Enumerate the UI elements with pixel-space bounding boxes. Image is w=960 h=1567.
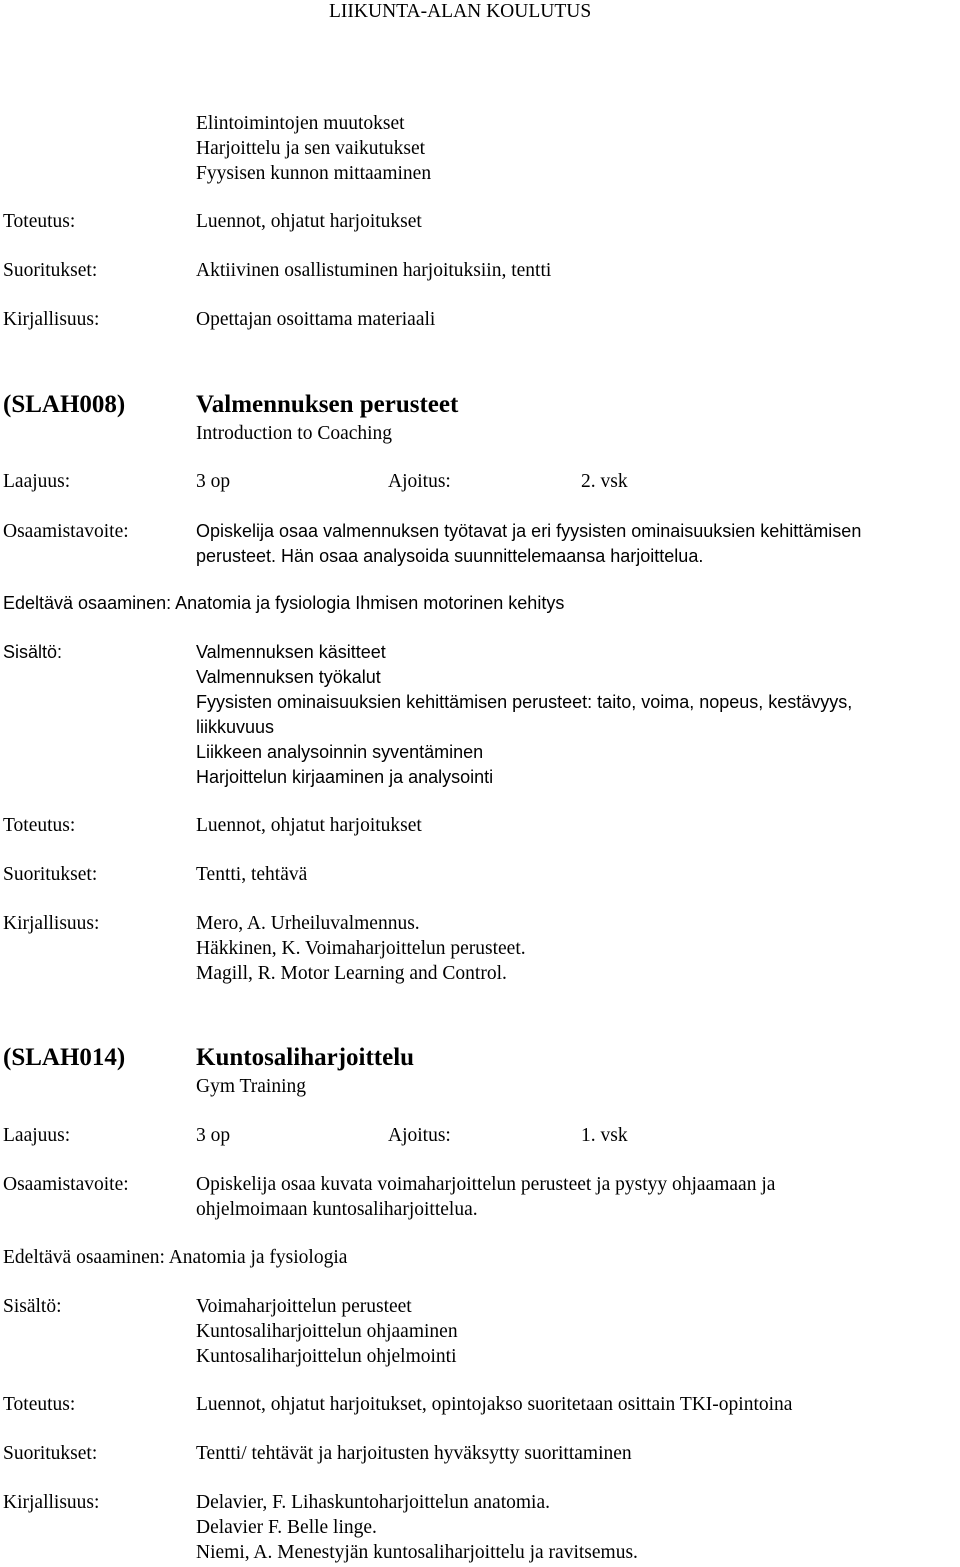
course-title: Valmennuksen perusteet — [196, 391, 459, 418]
text-line: ohjelmoimaan kuntosaliharjoittelua. — [196, 1199, 478, 1220]
prev-content-list — [196, 111, 431, 186]
suoritukset-value: Aktiivinen osallistuminen harjoituksiin, tentti — [196, 260, 552, 281]
kirjallisuus-value: Opettajan osoittama materiaali — [196, 309, 436, 330]
osaamistavoite-label: Osaamistavoite: — [3, 1174, 129, 1195]
laajuus-value: 3 op — [196, 471, 231, 492]
laajuus-value: 3 op — [196, 1125, 231, 1146]
course-code: (SLAH014) — [3, 1044, 126, 1071]
page-header: LIIKUNTA-ALAN KOULUTUS — [329, 1, 592, 22]
kirjallisuus-label: Kirjallisuus: — [3, 913, 100, 934]
list-item: Magill, R. Motor Learning and Control. — [196, 963, 507, 984]
sisalto-list — [196, 1294, 458, 1369]
toteutus-label: Toteutus: — [3, 211, 76, 232]
osaamistavoite-label: Osaamistavoite: — [3, 521, 129, 542]
edeltava-label: Edeltävä osaaminen: — [3, 1247, 165, 1268]
list-item: Kuntosaliharjoittelun ohjaaminen — [196, 1321, 458, 1342]
osaamistavoite-text — [196, 519, 861, 569]
edeltava-value: Anatomia ja fysiologia — [168, 1247, 348, 1268]
suoritukset-label: Suoritukset: — [3, 260, 98, 281]
course-title: Kuntosaliharjoittelu — [196, 1044, 415, 1071]
list-item: Valmennuksen käsitteet — [196, 642, 386, 662]
list-item: Elintoimintojen muutokset — [196, 113, 405, 134]
suoritukset-value: Tentti, tehtävä — [196, 864, 308, 885]
edeltava-value: Anatomia ja fysiologia Ihmisen motorinen kehitys — [175, 593, 565, 613]
sisalto-label: Sisältö: — [3, 642, 63, 662]
laajuus-label: Laajuus: — [3, 1125, 71, 1146]
osaamistavoite-text — [196, 1172, 775, 1222]
toteutus-value: Luennot, ohjatut harjoitukset — [196, 211, 422, 232]
list-item: Voimaharjoittelun perusteet — [196, 1296, 412, 1317]
suoritukset-label: Suoritukset: — [3, 864, 98, 885]
ajoitus-label: Ajoitus: — [388, 471, 451, 492]
text-line: Opiskelija osaa kuvata voimaharjoittelun perusteet ja pystyy ohjaamaan ja — [196, 1174, 776, 1195]
suoritukset-value: Tentti/ tehtävät ja harjoitusten hyväksytty suorittaminen — [196, 1443, 632, 1464]
list-item: Delavier F. Belle linge. — [196, 1517, 377, 1538]
sisalto-list — [196, 640, 852, 790]
toteutus-value: Luennot, ohjatut harjoitukset — [196, 815, 422, 836]
list-item: Harjoittelun kirjaaminen ja analysointi — [196, 767, 494, 787]
list-item: Harjoittelu ja sen vaikutukset — [196, 138, 426, 159]
course-title-en: Introduction to Coaching — [196, 423, 393, 444]
list-item: Fyysisen kunnon mittaaminen — [196, 163, 432, 184]
laajuus-label: Laajuus: — [3, 471, 71, 492]
edeltava-osaaminen — [3, 1245, 347, 1270]
kirjallisuus-list — [196, 911, 526, 986]
ajoitus-value: 2. vsk — [581, 471, 628, 492]
kirjallisuus-label: Kirjallisuus: — [3, 309, 100, 330]
course-code: (SLAH008) — [3, 391, 126, 418]
edeltava-label: Edeltävä osaaminen: — [3, 593, 172, 613]
text-line: perusteet. Hän osaa analysoida suunnittelemaansa harjoittelua. — [196, 546, 704, 566]
list-item: Fyysisten ominaisuuksien kehittämisen perusteet: taito, voima, nopeus, kestävyys, — [196, 692, 853, 712]
kirjallisuus-label: Kirjallisuus: — [3, 1492, 100, 1513]
list-item: liikkuvuus — [196, 717, 275, 737]
list-item: Liikkeen analysoinnin syventäminen — [196, 742, 484, 762]
edeltava-osaaminen — [3, 591, 564, 616]
list-item: Valmennuksen työkalut — [196, 667, 381, 687]
list-item: Mero, A. Urheiluvalmennus. — [196, 913, 420, 934]
toteutus-label: Toteutus: — [3, 815, 76, 836]
list-item: Häkkinen, K. Voimaharjoittelun perusteet. — [196, 938, 526, 959]
kirjallisuus-list — [196, 1490, 638, 1565]
list-item: Niemi, A. Menestyjän kuntosaliharjoittelu ja ravitsemus. — [196, 1542, 638, 1563]
ajoitus-label: Ajoitus: — [388, 1125, 451, 1146]
list-item: Delavier, F. Lihaskuntoharjoittelun anatomia. — [196, 1492, 550, 1513]
list-item: Kuntosaliharjoittelun ohjelmointi — [196, 1346, 457, 1367]
course-title-en: Gym Training — [196, 1076, 306, 1097]
ajoitus-value: 1. vsk — [581, 1125, 628, 1146]
toteutus-value: Luennot, ohjatut harjoitukset, opintojakso suoritetaan osittain TKI-opintoina — [196, 1394, 793, 1415]
suoritukset-label: Suoritukset: — [3, 1443, 98, 1464]
sisalto-label: Sisältö: — [3, 1296, 62, 1317]
text-line: Opiskelija osaa valmennuksen työtavat ja eri fyysisten ominaisuuksien kehittämisen — [196, 521, 862, 541]
toteutus-label: Toteutus: — [3, 1394, 76, 1415]
